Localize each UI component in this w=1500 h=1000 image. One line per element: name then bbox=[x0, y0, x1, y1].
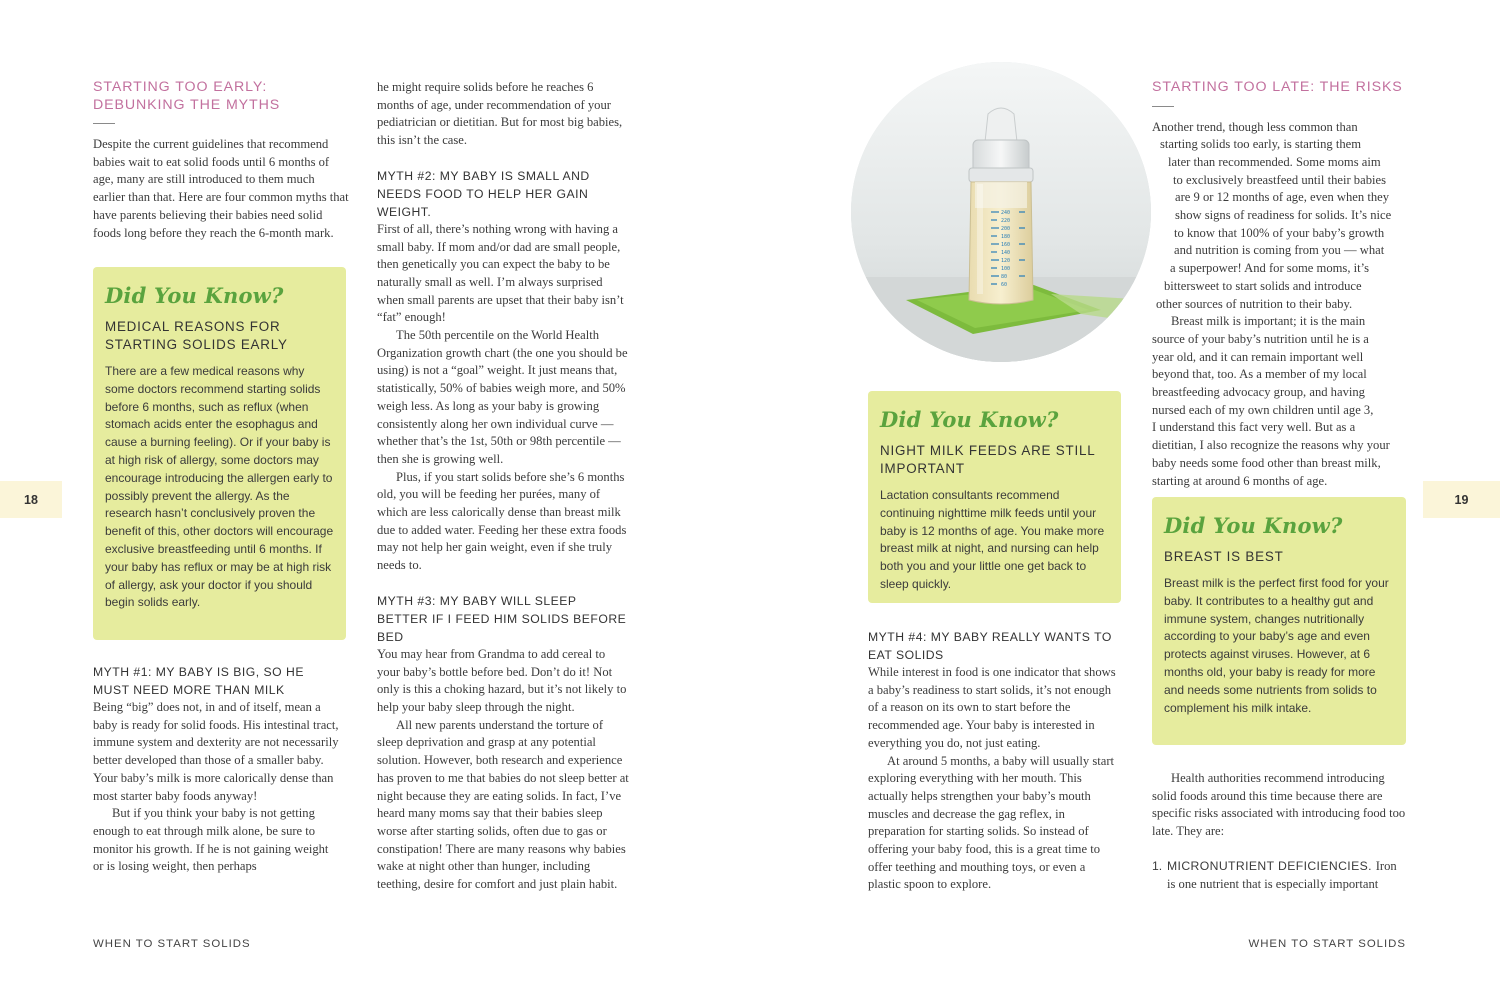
intro-paragraph: Despite the current guidelines that recommend babies wait to eat solid foods until 6 months of age, many are still introduced to them much earlier than that. Here are four common myths that have parents believing their babies need solid foods long before they reach the 6-month mark. bbox=[93, 137, 349, 240]
health-authorities-paragraph: Health authorities recommend introducing solid foods around this time because there are specific risks associated with introducing food too late. They are: bbox=[1152, 771, 1406, 839]
page-number-tab-left bbox=[0, 481, 62, 518]
bottle-mark-1: 220 bbox=[1001, 218, 1011, 224]
running-footer-right: WHEN TO START SOLIDS bbox=[1248, 938, 1406, 950]
column-3 bbox=[868, 628, 1120, 894]
baby-bottle-photo bbox=[851, 62, 1151, 362]
column-1 bbox=[93, 79, 349, 242]
heading-rule bbox=[93, 123, 115, 124]
list-item-text: Iron is one nutrient that is especially important bbox=[1167, 858, 1397, 891]
bottle-mark-6: 120 bbox=[1001, 258, 1011, 264]
myth-4-paragraph-2: At around 5 months, a baby will usually start exploring everything with her mouth. This actually helps strengthen your baby’s mouth muscles and decrease the gag reflex, in preparation for starting solids. So instead of offering your baby food, this is a great time to offer teething and mouthing toys, or even a plastic spoon to explore. bbox=[868, 753, 1115, 892]
baby-bottle-illustration bbox=[851, 62, 1151, 362]
bottle-mark-2: 200 bbox=[1001, 226, 1011, 232]
continued-paragraph: he might require solids before he reaches 6 months of age, under recommendation of your pediatrician or dietitian. But for most big babies, this isn’t the case. bbox=[377, 80, 623, 148]
box-heading: MEDICAL REASONS FOR STARTING SOLIDS EARLY bbox=[105, 319, 288, 352]
myth-4-heading: MYTH #4: MY BABY REALLY WANTS TO EAT SOLIDS bbox=[868, 630, 1112, 662]
myth-3-paragraph-1: You may hear from Grandma to add cereal to your baby’s bottle before bed. Don’t do it! Not only is this a choking hazard, but it’s not likely to help your baby sleep through the night. bbox=[377, 646, 627, 714]
bottle-mark-9: 60 bbox=[1001, 282, 1008, 288]
did-you-know-box-breast-is-best bbox=[1152, 497, 1406, 745]
did-you-know-box-medical bbox=[93, 267, 346, 640]
bottle-mark-5: 140 bbox=[1001, 250, 1011, 256]
page-number-tab-right bbox=[1423, 481, 1500, 518]
section-heading-too-early: STARTING TOO EARLY: DEBUNKING THE MYTHS bbox=[93, 79, 281, 113]
myth-2-heading: MYTH #2: MY BABY IS SMALL AND NEEDS FOOD TO HELP HER GAIN WEIGHT. bbox=[377, 168, 590, 219]
did-you-know-title: Did You Know? bbox=[1164, 513, 1343, 538]
running-footer-left: WHEN TO START SOLIDS bbox=[93, 938, 251, 950]
page-number-right: 19 bbox=[1454, 492, 1469, 507]
myth-4-paragraph-1: While interest in food is one indicator that shows a baby’s readiness to start solids, it’s not enough of a reason on its own to start before the recommended age. Your baby is interested in everything you do, not just eating. bbox=[868, 665, 1116, 750]
bottle-mark-0: 240 bbox=[1001, 210, 1011, 216]
box-body: Lactation consultants recommend continuing nighttime milk feeds until your baby is 12 months of age. You make more breast milk at night, and nursing can help both you and your little one get back to sleep quickly. bbox=[880, 488, 1105, 591]
myth-2-paragraph-1: First of all, there’s nothing wrong with having a small baby. If mom and/or dad are small people, then genetically you can expect the baby to be naturally small as well. I’m always surprised when small parents are upset that their baby isn’t “fat” enough! bbox=[377, 221, 624, 325]
too-late-paragraph-1: Another trend, though less common than starting solids too early, is starting them later than recommended. Some moms aim to exclusively breastfeed until their babies are 9 or 12 months of age, even when they show signs of readiness for solids. It’s nice to know that 100% of your baby’s growth and nutrition is coming from you — what a superpower! And for some moms, it’s bittersweet to start solids and introduce other sources of nutrition to their baby. bbox=[1152, 119, 1392, 311]
did-you-know-box-night-feeds bbox=[868, 391, 1121, 603]
myth-1-paragraph-1: Being “big” does not, in and of itself, mean a baby is ready for solid foods. His intestinal tract, immune system and dexterity are not necessarily better developed than those of a smaller baby. Your baby’s milk is more calorically dense than most starter baby foods anyway! bbox=[93, 700, 339, 803]
box-body: Breast milk is the perfect first food for your baby. It contributes to a healthy gut and immune system, changes nutritionally according to your baby’s age and even protects against viruses. However, at 6 months old, your baby is ready for more and needs some nutrients from solids to complement his milk intake. bbox=[1164, 576, 1389, 715]
bottle-mark-4: 160 bbox=[1001, 242, 1011, 248]
column-4 bbox=[1152, 79, 1408, 490]
column-4-lower bbox=[1152, 770, 1408, 893]
list-number: 1. bbox=[1152, 858, 1163, 873]
did-you-know-title: Did You Know? bbox=[105, 283, 284, 308]
list-item-micronutrient bbox=[1152, 858, 1408, 893]
bottle-mark-7: 100 bbox=[1001, 266, 1011, 272]
column-2 bbox=[377, 79, 631, 894]
myth-3-paragraph-2: All new parents understand the torture of sleep deprivation and grasp at any potential solution. However, both research and experience has proven to me that babies do not sleep better at night because they are eating solids. In fact, I’ve heard many moms say that their babies sleep worse after starting solids, often due to gas or constipation! There are many reasons why babies wake at night other than hunger, including teething, desire for comfort and just plain habit. bbox=[377, 717, 629, 892]
box-body: There are a few medical reasons why some doctors recommend starting solids before 6 months, such as reflux (when stomach acids enter the esophagus and cause a burning feeling). Or if your baby is at high risk of allergy, some doctors may encourage introducing the allergen early to possibly prevent the allergy. As the research hasn’t conclusively proven the benefit of this, other doctors will encourage exclusive breastfeeding until 6 months. If your baby has reflux or may be at high risk of allergy, ask your doctor if you should begin solids early. bbox=[105, 364, 334, 610]
myth-2-paragraph-3: Plus, if you start solids before she’s 6 months old, you will be feeding her purées, many of which are less calorically dense than breast milk due to added water. Feeding her these extra foods may not help her gain weight, even if she truly needs to. bbox=[377, 469, 627, 573]
box-heading: BREAST IS BEST bbox=[1164, 549, 1284, 564]
myth-3-heading: MYTH #3: MY BABY WILL SLEEP BETTER IF I FEED HIM SOLIDS BEFORE BED bbox=[377, 593, 627, 644]
section-heading-too-late: STARTING TOO LATE: THE RISKS bbox=[1152, 79, 1403, 95]
myth-1-heading: MYTH #1: MY BABY IS BIG, SO HE MUST NEED MORE THAN MILK bbox=[93, 665, 304, 697]
page-number-left: 18 bbox=[24, 492, 38, 507]
right-page bbox=[750, 0, 1500, 1000]
did-you-know-title: Did You Know? bbox=[880, 407, 1059, 432]
bottle-mark-3: 180 bbox=[1001, 234, 1011, 240]
myth-1-paragraph-2: But if you think your baby is not getting enough to eat through milk alone, be sure to monitor his growth. If he is not gaining weight or is losing weight, then perhaps bbox=[93, 806, 329, 874]
box-heading: NIGHT MILK FEEDS ARE STILL IMPORTANT bbox=[880, 443, 1096, 476]
heading-rule bbox=[1152, 106, 1174, 107]
bottle-mark-8: 80 bbox=[1001, 274, 1008, 280]
list-item-heading: MICRONUTRIENT DEFICIENCIES. bbox=[1167, 858, 1376, 873]
myth-1-block bbox=[93, 663, 339, 876]
myth-2-paragraph-2: The 50th percentile on the World Health Organization growth chart (the one you should be using) is not a “goal” weight. It just means that, statistically, 50% of babies weigh more, and 50% weigh less. As long as your baby is growing consistently along her own individual curve — whether that’s the 1st, 50th or 98th percentile — then she is growing well. bbox=[377, 328, 628, 466]
too-late-paragraph-2: Breast milk is important; it is the main source of your baby’s nutrition until he is a year old, and it can remain important well beyond that, too. As a member of my local breastfeeding advocacy group, and having nursed each of my own children until age 3, I understand this fact very well. But as a dietitian, I also recognize the reasons why your baby needs some food other than breast milk, starting at around 6 months of age. bbox=[1152, 314, 1390, 488]
